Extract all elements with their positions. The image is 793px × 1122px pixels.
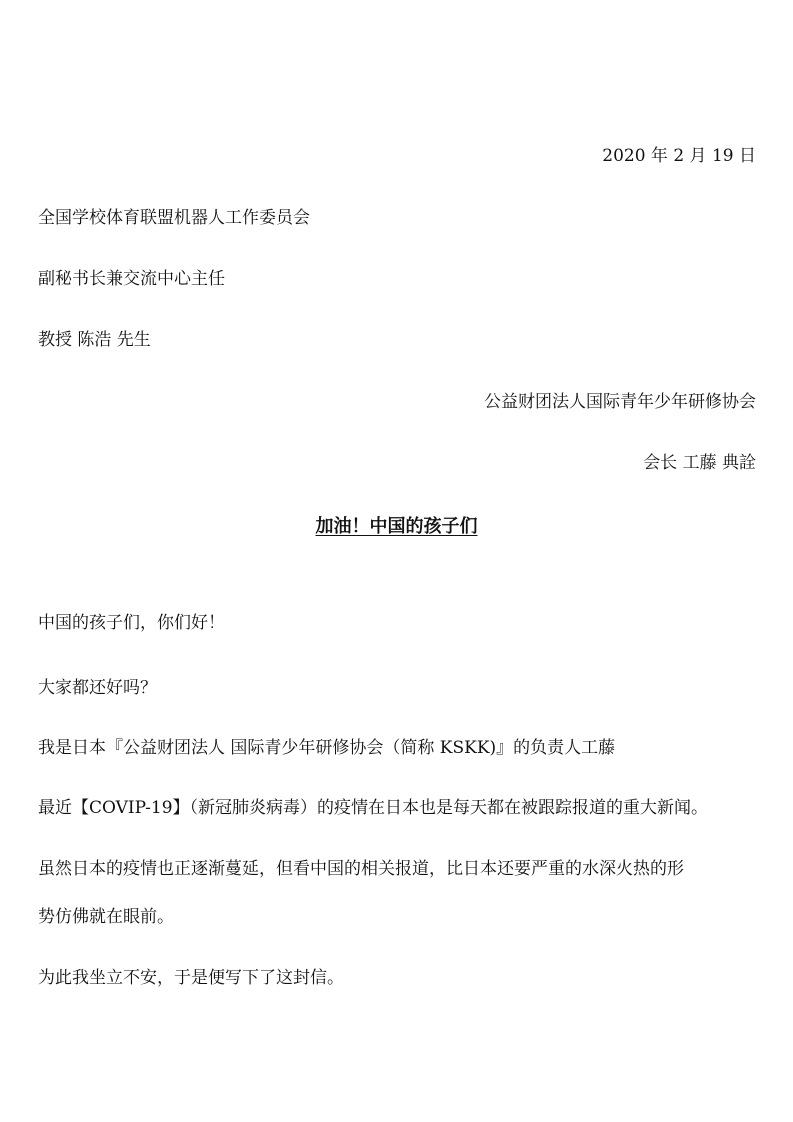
body-line-2: 大家都还好吗？ bbox=[38, 678, 157, 698]
recipient-name: 教授 陈浩 先生 bbox=[38, 330, 151, 350]
body-line-6: 为此我坐立不安，于是便写下了这封信。 bbox=[38, 968, 344, 988]
body-line-4: 最近【COVIP-19】（新冠肺炎病毒）的疫情在日本也是每天都在被跟踪报道的重大新闻。 bbox=[38, 798, 709, 818]
body-greeting: 中国的孩子们，你们好！ bbox=[38, 613, 225, 633]
recipient-organization: 全国学校体育联盟机器人工作委员会 bbox=[38, 208, 310, 228]
body-line-3: 我是日本『公益财团法人 国际青少年研修协会（简称 KSKK)』的负责人工藤 bbox=[38, 738, 616, 758]
letter-date: 2020 年 2 月 19 日 bbox=[602, 146, 756, 166]
sender-name: 会长 工藤 典詮 bbox=[643, 453, 756, 473]
body-line-5a: 虽然日本的疫情也正逐渐蔓延，但看中国的相关报道，比日本还要严重的水深火热的形 bbox=[38, 859, 684, 879]
body-line-5b: 势仿佛就在眼前。 bbox=[38, 907, 174, 927]
recipient-position: 副秘书长兼交流中心主任 bbox=[38, 269, 225, 289]
letter-title: 加油！中国的孩子们 bbox=[315, 516, 478, 537]
sender-organization: 公益财团法人国际青年少年研修协会 bbox=[484, 392, 756, 412]
